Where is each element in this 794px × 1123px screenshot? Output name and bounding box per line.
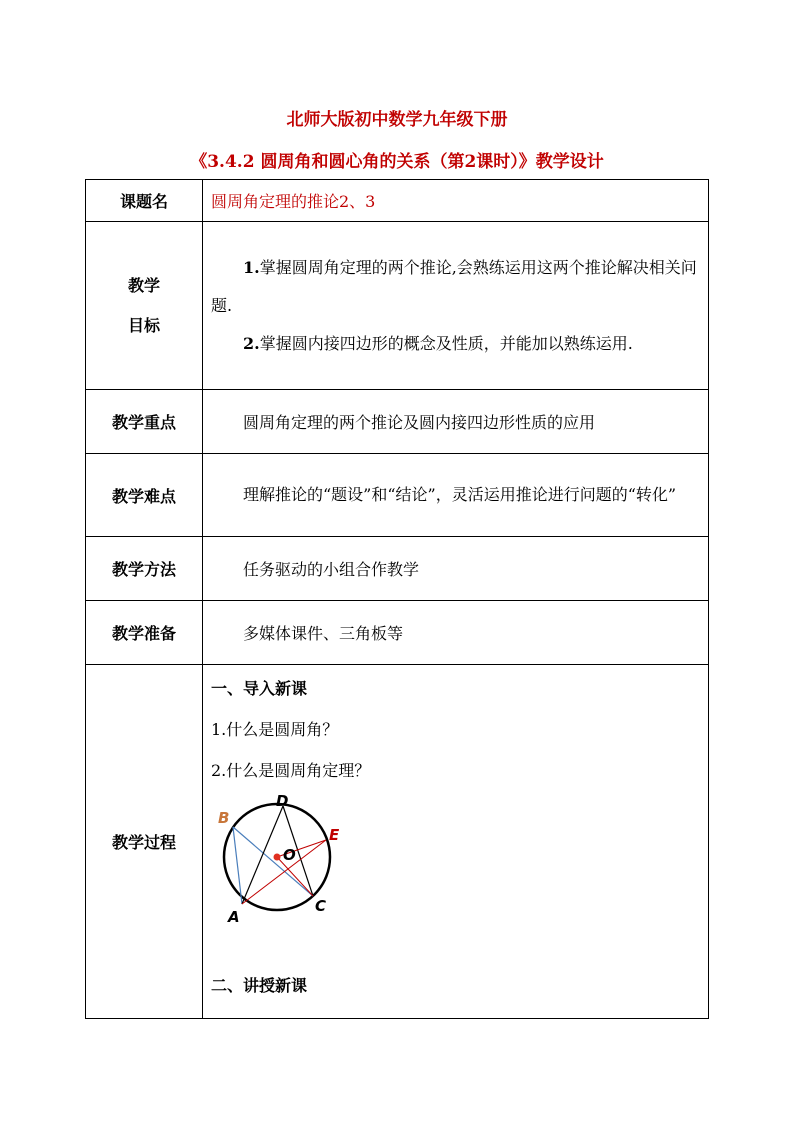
goals-label-line2: 目标: [127, 315, 160, 335]
center-dot: [274, 854, 281, 861]
row-method: [86, 537, 709, 601]
goal-2: 2.掌握圆内接四边形的概念及性质，并能加以熟练运用.: [243, 333, 633, 353]
label-a: A: [228, 908, 240, 926]
row-preparation: [86, 601, 709, 665]
process-label: 教学过程: [86, 665, 203, 1019]
topic-label: 课题名: [86, 180, 203, 222]
lesson-title: 《3.4.2 圆周角和圆心角的关系（第2课时）》教学设计: [190, 152, 604, 172]
goals-label: [86, 222, 203, 390]
label-d: D: [276, 795, 289, 810]
row-key-points: [86, 390, 709, 454]
question-1: 1.什么是圆周角？: [211, 720, 339, 739]
goals-label-line1: 教学: [127, 275, 160, 295]
document-title: 北师大版初中数学九年级下册: [286, 110, 508, 130]
goals-content: [203, 222, 709, 390]
preparation-label: 教学准备: [86, 601, 203, 665]
label-e: E: [329, 826, 340, 844]
difficulties-label: 教学难点: [86, 454, 203, 537]
method-value: 任务驱动的小组合作教学: [203, 537, 709, 601]
label-o: O: [283, 846, 296, 864]
section-new-lesson-heading: 二、讲授新课: [211, 976, 308, 995]
preparation-value: 多媒体课件、三角板等: [203, 601, 709, 665]
difficulties-value: 理解推论的“题设”和“结论”，灵活运用推论进行问题的“转化”: [203, 454, 709, 537]
question-2: 2.什么是圆周角定理？: [211, 761, 371, 780]
label-c: C: [315, 897, 327, 915]
lesson-plan-table: [85, 179, 709, 1019]
inscribed-angle-diagram: [217, 795, 357, 935]
row-goals: [86, 222, 709, 390]
circle-figure: [211, 791, 702, 941]
key-points-value: 圆周角定理的两个推论及圆内接四边形性质的应用: [203, 390, 709, 454]
goal-1: 1.掌握圆周角定理的两个推论,会熟练运用这两个推论解决相关问题.: [211, 257, 697, 315]
row-process: [86, 665, 709, 1019]
process-content: [203, 665, 709, 1019]
topic-value: 圆周角定理的推论2、3: [203, 180, 709, 222]
section-intro-heading: 一、导入新课: [211, 679, 308, 698]
key-points-label: 教学重点: [86, 390, 203, 454]
row-difficulties: [86, 454, 709, 537]
label-b: B: [218, 809, 230, 827]
method-label: 教学方法: [86, 537, 203, 601]
row-topic: [86, 180, 709, 222]
